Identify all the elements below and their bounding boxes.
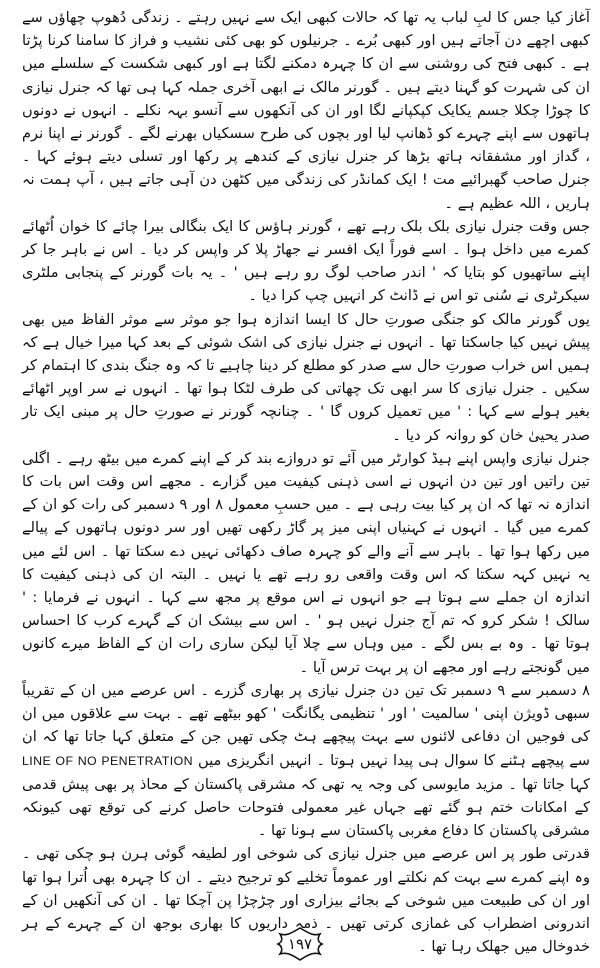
paragraph-5-after: کہا جاتا تھا ۔ مزید مایوسی کی وجہ یہ تھی کہ مشرقی پاکستان کے محاذ پر بھی پیش قدمی کے امکانات ختم ہو گئے تھے جہاں غیر معمولی فتوحات حاصل کرنے کی توقع تھی کیونکہ مشرقی پاکستان کا دفاع مغربی پاکستان سے ہونا تھا ۔	[22, 775, 590, 840]
paragraph-2: جس وقت جنرل نیازی بلک بلک رہے تھے ، گورنر ہاؤس کا ایک بنگالی بیرا چائے کا خوان اُٹھائے کمرے میں داخل ہوا ۔ اسے فوراً ایک افسر نے جھاڑ پلا کر واپس کر دیا ۔ اس نے باہر جا کر اپنے ساتھیوں کو بتایا کہ ' اندر صاحب لوگ رو رہے ہیں ' ۔ یہ بات گورنر کے پنجابی ملٹری سیکرٹری نے سُنی تو اس نے ڈانٹ کر انہیں چپ کرا دیا ۔	[22, 217, 590, 305]
paragraph-1: آغاز کیا جس کا لبِ لباب یہ تھا کہ حالات کبھی ایک سے نہیں رہتے ۔ زندگی دُھوپ چھاؤں سے کبھی اچھے دن آجاتے ہیں اور کبھی بُرے ۔ جرنیلوں کو بھی کئی نشیب و فراز کا سامنا کرنا پڑتا ہے ۔ کبھی فتح کی روشنی سے ان کا چہرہ دمکنے لگتا ہے اور کبھی شکست کے سلسلے میں ان کی شہرت کو گہنا دیتے ہیں ۔ گورنر مالک نے ابھی آخری جملہ کہا ہی تھا کہ جنرل نیازی کا چوڑا چکلا جسم یکایک کپکپانے لگا اور ان کی آنکھوں سے آنسو بہہ نکلے ۔ انہوں نے دونوں ہاتھوں سے اپنے چہرے کو ڈھانپ لیا اور بچوں کی طرح سسکیاں بھرنے لگے ۔ گورنر نے اپنا نرم ، گداز اور مشفقانہ ہاتھ بڑھا کر جنرل نیازی کے کندھے پر رکھا اور تسلی دیتے ہوئے کہا ۔ جنرل صاحب گھبرائیے مت ! ایک کمانڈر کی زندگی میں کٹھن دن آہی جاتے ہیں ، آپ ہمت نہ ہاریں ، اللہ عظیم ہے ۔	[22, 9, 590, 212]
paragraph-4: جنرل نیازی واپس اپنے ہیڈ کوارٹر میں آئے تو دروازے بند کر کے اپنے کمرے میں بیٹھ رہے ۔ اگلی تین راتیں اور تین دن انہوں نے اسی ذہنی کیفیت میں گزارے ۔ مجھے اس وقت اس بات کا اندازہ نہ تھا کہ ان پر کیا بیت رہی ہے ۔ میں حسبِ معمول ۸ اور ۹ دسمبر کی رات کو ان کے کمرے میں گیا ۔ انہوں نے کہنیاں اپنی میز پر گاڑ رکھی تھیں اور سر دونوں ہاتھوں کے پیالے میں رکھا ہوا تھا ۔ باہر سے آنے والے کو چہرہ صاف دکھائی نہیں دے سکتا تھا ۔ اس لئے میں یہ نہیں کہہ سکتا کہ اس وقت واقعی رو رہے تھے یا نہیں ۔ البتہ ان کی ذہنی کیفیت کا اندازہ ان جملے سے ہوتا ہے جو انہوں نے اس موقع پر مجھ سے کہا ۔ انہوں نے فرمایا : ' سالک ! شکر کرو کہ تم آج جنرل نہیں ہو ' ۔ اس سے بیشک ان کے گہرے کرب کا احساس ہوتا تھا ۔ وہ بے بس لگے ۔ میں وہاں سے چلا آیا لیکن ساری رات ان کے الفاظ میرے کانوں میں گونجتے رہے اور مجھے ان پر بہت ترس آیا ۔	[22, 449, 590, 676]
paragraph-5-before: ۸ دسمبر سے ۹ دسمبر تک تین دن جنرل نیازی پر بھاری گزرے ۔ اس عرصے میں ان کے تقریباً سبھی ڈویژن اپنی ' سالمیت ' اور ' تنظیمی یگانگت ' کھو بیٹھے تھے ۔ بہت سے علاقوں میں ان کی فوجیں ان دفاعی لائنوں سے بہت پیچھے ہٹ چکی تھیں جن کے متعلق کہا جاتا تھا کہ ان سے پیچھے ہٹنے کا سوال ہی پیدا نہیں ہوتا ۔ انہیں انگریزی میں	[22, 681, 590, 769]
english-phrase: LINE OF NO PENETRATION	[22, 753, 193, 768]
paragraph-6: قدرتی طور پر اس عرصے میں جنرل نیازی کی شوخی اور لطیفہ گوئی ہرن ہو چکی تھی ۔ وہ اپنے کمرے سے بہت کم نکلتے اور عموماً تخلیے کو ترجیح دیتے ۔ ان کا چہرہ بھی اُترا ہوا تھا اور ان کی طبیعت میں شوخی کے بجائے بیزاری اور چڑچڑا پن آچکا تھا ۔ ان کی آنکھیں ان کے اندرونی اضطراب کی غمازی کرتی تھیں ۔ ذمہ داریوں کا بھاری بوجھ ان کے چہرے کے ہر خدوخال میں جھلک رہا تھا ۔	[22, 845, 590, 956]
paragraph-3: یوں گورنر مالک کو جنگی صورتِ حال کا ایسا اندازہ ہوا جو موثر سے موثر الفاظ میں بھی پیش نہیں کیا جاسکتا تھا ۔ انہوں نے جنرل نیازی کی اشک شوئی کے بعد کہا میرا خیال ہے کہ ہمیں اس خراب صورتِ حال سے صدر کو مطلع کر دینا چاہیے تا کہ وہ جنگ بندی کا اہتمام کر سکیں ۔ جنرل نیازی کا سر ابھی تک چھاتی کی طرف لٹکا ہوا تھا ۔ انہوں نے سر اوپر اٹھائے بغیر ہولے سے کہا : ' میں تعمیل کروں گا ' ۔ چنانچہ گورنر نے صورتِ حال پر مبنی ایک تار صدر یحییٰ خان کو روانہ کر دیا ۔	[22, 310, 590, 444]
body-text	[22, 6, 590, 958]
page-number-ornament	[250, 926, 350, 962]
paragraph-5	[22, 679, 590, 842]
page-number: ۱۹۷	[287, 935, 313, 953]
